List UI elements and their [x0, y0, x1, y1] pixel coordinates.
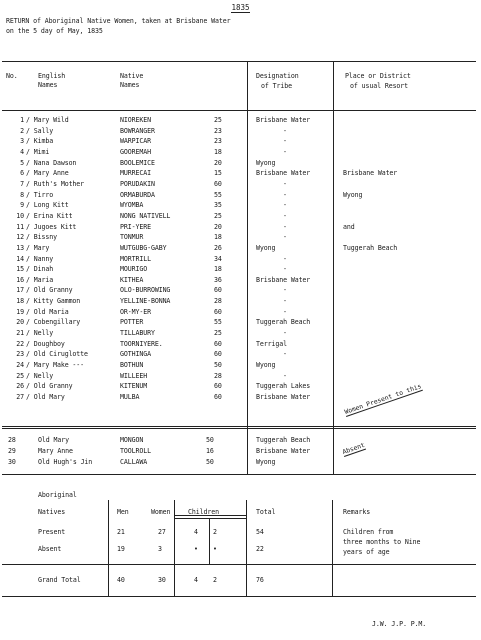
- row-english-name: / Nelly: [26, 371, 54, 380]
- col-divider-place: [333, 61, 334, 475]
- row-place: Brisbane Water: [343, 169, 398, 178]
- row-native-name: ORMABURDA: [120, 190, 155, 199]
- present-bottom-rule: [2, 426, 476, 427]
- row-number: 2: [20, 126, 24, 135]
- row-tribe: Brisbane Water: [256, 275, 311, 284]
- row-english-name: / Mary Make ---: [26, 361, 85, 369]
- row-native-name: YELLINE-BONNA: [120, 297, 171, 306]
- row-native-name: NIOREKEN: [120, 116, 151, 124]
- row-english-name: / Nelly: [26, 329, 54, 337]
- row-native-name: KITHEA: [120, 275, 144, 284]
- row-native-name: NONG NATIVELL: [120, 211, 171, 220]
- row-english-name: / Ruth's Mother: [26, 179, 85, 188]
- summary-children-header: Children: [188, 508, 219, 516]
- row-number: 19: [16, 307, 24, 316]
- grand-total-total: 76: [256, 576, 264, 584]
- return-title: RETURN of Aboriginal Native Women, taken at Brisbane Water: [6, 17, 231, 25]
- row-native-name: WARPICAR: [120, 137, 151, 146]
- summary-bottom-rule: [2, 564, 476, 565]
- row-native-name: WUTGUBG-GABY: [120, 243, 167, 252]
- row-english-name: / Old Granny: [26, 382, 73, 391]
- header-native-names: Names: [120, 81, 140, 89]
- row-native-name: PORUDAKIN: [120, 179, 155, 188]
- row-age: 60: [214, 339, 222, 348]
- row-tribe: -: [283, 147, 287, 156]
- row-native-name: GOOREMAH: [120, 147, 151, 156]
- summary-present-women: 27: [158, 528, 166, 536]
- row-number: 14: [16, 254, 24, 263]
- absent-row-age: 50: [206, 458, 214, 466]
- row-native-name: MULBA: [120, 392, 140, 401]
- row-age: 35: [214, 201, 222, 210]
- row-age: 25: [214, 116, 222, 124]
- header-english: English: [38, 72, 66, 80]
- row-number: 25: [16, 371, 24, 380]
- row-tribe: Terrigal: [256, 339, 287, 348]
- summary-absent-children-2: •: [213, 545, 217, 553]
- row-age: 28: [214, 371, 222, 380]
- row-tribe: -: [283, 137, 287, 146]
- row-number: 15: [16, 265, 24, 274]
- row-native-name: KITENUM: [120, 382, 148, 391]
- row-tribe: -: [283, 265, 287, 274]
- row-age: 20: [214, 158, 222, 167]
- row-tribe: -: [283, 211, 287, 220]
- row-native-name: WILLEEH: [120, 371, 148, 380]
- row-age: 25: [214, 211, 222, 220]
- grand-total-children-2: 2: [213, 576, 217, 584]
- row-english-name: / Erina Kitt: [26, 211, 73, 220]
- row-tribe: -: [283, 233, 287, 242]
- row-native-name: MURRECAI: [120, 169, 151, 178]
- row-native-name: BOOLEMICE: [120, 158, 155, 167]
- summary-women-header: Women: [151, 508, 171, 516]
- row-number: 12: [16, 233, 24, 242]
- summary-absent-total: 22: [256, 545, 264, 553]
- summary-present-children-1: 4: [194, 528, 198, 536]
- row-number: 22: [16, 339, 24, 348]
- header-bottom-rule: [2, 110, 476, 111]
- row-tribe: -: [283, 297, 287, 306]
- row-number: 23: [16, 350, 24, 359]
- header-no: No.: [6, 72, 18, 80]
- summary-divider-3: [246, 500, 247, 596]
- absent-row-native-name: CALLAWA: [120, 458, 148, 466]
- row-english-name: / Doughboy: [26, 339, 65, 348]
- absent-row-number: 28: [8, 436, 16, 444]
- summary-remarks-header: Remarks: [343, 508, 371, 516]
- summary-present-label: Present: [38, 528, 66, 536]
- row-number: 8: [20, 190, 24, 199]
- return-date: on the 5 day of May, 1835: [6, 27, 103, 35]
- summary-divider-4: [332, 500, 333, 596]
- row-tribe: Wyong: [256, 158, 276, 167]
- remarks-line-1: Children from: [343, 528, 394, 536]
- summary-present-children-2: 2: [213, 528, 217, 536]
- header-place: Place or District: [345, 72, 411, 80]
- col-divider-tribe: [247, 61, 248, 475]
- row-number: 24: [16, 361, 24, 369]
- absent-row-number: 29: [8, 447, 16, 455]
- row-age: 34: [214, 254, 222, 263]
- row-number: 27: [16, 392, 24, 401]
- absent-row-native-name: MONGON: [120, 436, 144, 444]
- row-number: 10: [16, 211, 24, 220]
- row-native-name: MORTRILL: [120, 254, 151, 263]
- row-age: 55: [214, 318, 222, 327]
- present-bottom-rule-double: [2, 428, 476, 429]
- row-tribe: -: [283, 307, 287, 316]
- absent-row-number: 30: [8, 458, 16, 466]
- row-age: 18: [214, 233, 222, 242]
- row-english-name: / Kitty Gammon: [26, 297, 81, 306]
- row-tribe: -: [283, 190, 287, 199]
- row-age: 60: [214, 179, 222, 188]
- absent-note: Absent: [341, 440, 366, 456]
- row-age: 15: [214, 169, 222, 178]
- row-age: 60: [214, 382, 222, 391]
- summary-aboriginal: Aboriginal: [38, 491, 77, 499]
- row-age: 55: [214, 190, 222, 199]
- absent-row-tribe: Wyong: [256, 458, 276, 466]
- signature: J.W. J.P. P.M.: [372, 620, 427, 628]
- row-tribe: Tuggerah Lakes: [256, 382, 311, 391]
- row-english-name: / Bissny: [26, 233, 57, 242]
- remarks-line-3: years of age: [343, 548, 390, 556]
- row-native-name: MOURIGO: [120, 265, 148, 274]
- row-english-name: / Cobengillary: [26, 318, 81, 327]
- row-number: 5: [20, 158, 24, 167]
- row-number: 1: [20, 116, 24, 124]
- row-english-name: / Long Kitt: [26, 201, 69, 210]
- row-english-name: / Mary Anne: [26, 169, 69, 178]
- row-tribe: Brisbane Water: [256, 169, 311, 178]
- row-number: 3: [20, 137, 24, 146]
- row-native-name: BOWRANGER: [120, 126, 155, 135]
- header-native: Native: [120, 72, 144, 80]
- row-number: 21: [16, 329, 24, 337]
- row-age: 36: [214, 275, 222, 284]
- header-designation: Designation: [256, 72, 299, 80]
- row-tribe: Brisbane Water: [256, 116, 311, 124]
- row-tribe: -: [283, 350, 287, 359]
- summary-total-header: Total: [256, 508, 276, 516]
- table-top-rule: [2, 61, 476, 62]
- row-native-name: TILLABURY: [120, 329, 155, 337]
- summary-divider-1: [108, 500, 109, 596]
- grand-total-label: Grand Total: [38, 576, 81, 584]
- row-age: 60: [214, 350, 222, 359]
- summary-present-total: 54: [256, 528, 264, 536]
- row-age: 18: [214, 147, 222, 156]
- row-number: 18: [16, 297, 24, 306]
- row-place: Wyong: [343, 190, 363, 199]
- row-number: 20: [16, 318, 24, 327]
- row-place: Tuggerah Beach: [343, 243, 398, 252]
- absent-row-english-name: Mary Anne: [38, 447, 73, 455]
- row-tribe: -: [283, 254, 287, 263]
- row-native-name: PRI-YERE: [120, 222, 151, 231]
- absent-bottom-rule: [2, 474, 476, 475]
- row-age: 60: [214, 286, 222, 295]
- row-english-name: / Tirro: [26, 190, 54, 199]
- row-age: 23: [214, 126, 222, 135]
- row-english-name: / Maria: [26, 275, 54, 284]
- row-tribe: Brisbane Water: [256, 392, 311, 401]
- row-place: and: [343, 222, 355, 231]
- present-note: Women Present to this: [343, 382, 423, 416]
- row-age: 25: [214, 329, 222, 337]
- row-number: 11: [16, 222, 24, 231]
- row-english-name: / Old Maria: [26, 307, 69, 316]
- children-underline-double: [174, 518, 246, 519]
- row-tribe: -: [283, 201, 287, 210]
- row-english-name: / Old Ciruglotte: [26, 350, 88, 359]
- absent-row-english-name: Old Mary: [38, 436, 69, 444]
- absent-row-english-name: Old Hugh's Jin: [38, 458, 93, 466]
- row-tribe: Tuggerah Beach: [256, 318, 311, 327]
- row-english-name: / Old Granny: [26, 286, 73, 295]
- row-tribe: -: [283, 222, 287, 231]
- row-number: 16: [16, 275, 24, 284]
- row-english-name: / Kimba: [26, 137, 54, 146]
- row-native-name: BOTHUN: [120, 361, 144, 369]
- summary-present-men: 21: [117, 528, 125, 536]
- header-usual-resort: of usual Resort: [350, 82, 409, 90]
- row-age: 18: [214, 265, 222, 274]
- grand-total-women: 30: [158, 576, 166, 584]
- row-tribe: -: [283, 371, 287, 380]
- row-english-name: / Old Mary: [26, 392, 65, 401]
- summary-absent-children-1: •: [194, 545, 198, 553]
- row-number: 6: [20, 169, 24, 178]
- page-number: 1835: [231, 3, 250, 12]
- summary-absent-label: Absent: [38, 545, 62, 553]
- grand-total-bottom-rule: [2, 596, 476, 597]
- row-age: 50: [214, 361, 222, 369]
- grand-total-children-1: 4: [194, 576, 198, 584]
- row-english-name: / Dinah: [26, 265, 54, 274]
- row-native-name: POTTER: [120, 318, 144, 327]
- summary-absent-men: 19: [117, 545, 125, 553]
- row-english-name: / Mary: [26, 243, 50, 252]
- row-tribe: -: [283, 286, 287, 295]
- row-number: 7: [20, 179, 24, 188]
- row-age: 20: [214, 222, 222, 231]
- summary-absent-women: 3: [158, 545, 162, 553]
- row-age: 60: [214, 392, 222, 401]
- absent-row-tribe: Brisbane Water: [256, 447, 311, 455]
- row-english-name: / Nana Dawson: [26, 158, 77, 167]
- row-number: 13: [16, 243, 24, 252]
- row-age: 28: [214, 297, 222, 306]
- row-english-name: / Nanny: [26, 254, 54, 263]
- absent-row-tribe: Tuggerah Beach: [256, 436, 311, 444]
- row-native-name: TOORNIYERE.: [120, 339, 163, 348]
- row-age: 60: [214, 307, 222, 316]
- row-number: 26: [16, 382, 24, 391]
- row-number: 9: [20, 201, 24, 210]
- row-native-name: WYOMBA: [120, 201, 144, 210]
- row-english-name: / Sally: [26, 126, 54, 135]
- summary-natives: Natives: [38, 508, 66, 516]
- row-tribe: Wyong: [256, 243, 276, 252]
- row-english-name: / Mimi: [26, 147, 50, 156]
- header-of-tribe: of Tribe: [261, 82, 292, 90]
- row-native-name: OR-MY-ER: [120, 307, 151, 316]
- row-native-name: OLO-BURROWING: [120, 286, 171, 295]
- row-age: 23: [214, 137, 222, 146]
- children-split: [209, 518, 210, 564]
- row-native-name: GOTHINGA: [120, 350, 151, 359]
- row-english-name: / Mary Wild: [26, 116, 69, 124]
- row-tribe: Wyong: [256, 361, 276, 369]
- absent-row-age: 16: [206, 447, 214, 455]
- remarks-line-2: three months to Nine: [343, 538, 421, 546]
- absent-row-age: 50: [206, 436, 214, 444]
- summary-men-header: Men: [117, 508, 129, 516]
- row-native-name: TONMUR: [120, 233, 144, 242]
- header-english-names: Names: [38, 81, 58, 89]
- absent-row-native-name: TOOLROLL: [120, 447, 151, 455]
- row-tribe: -: [283, 329, 287, 337]
- row-number: 17: [16, 286, 24, 295]
- row-tribe: -: [283, 179, 287, 188]
- row-tribe: -: [283, 126, 287, 135]
- grand-total-men: 40: [117, 576, 125, 584]
- row-english-name: / Jugoes Kitt: [26, 222, 77, 231]
- row-age: 26: [214, 243, 222, 252]
- row-number: 4: [20, 147, 24, 156]
